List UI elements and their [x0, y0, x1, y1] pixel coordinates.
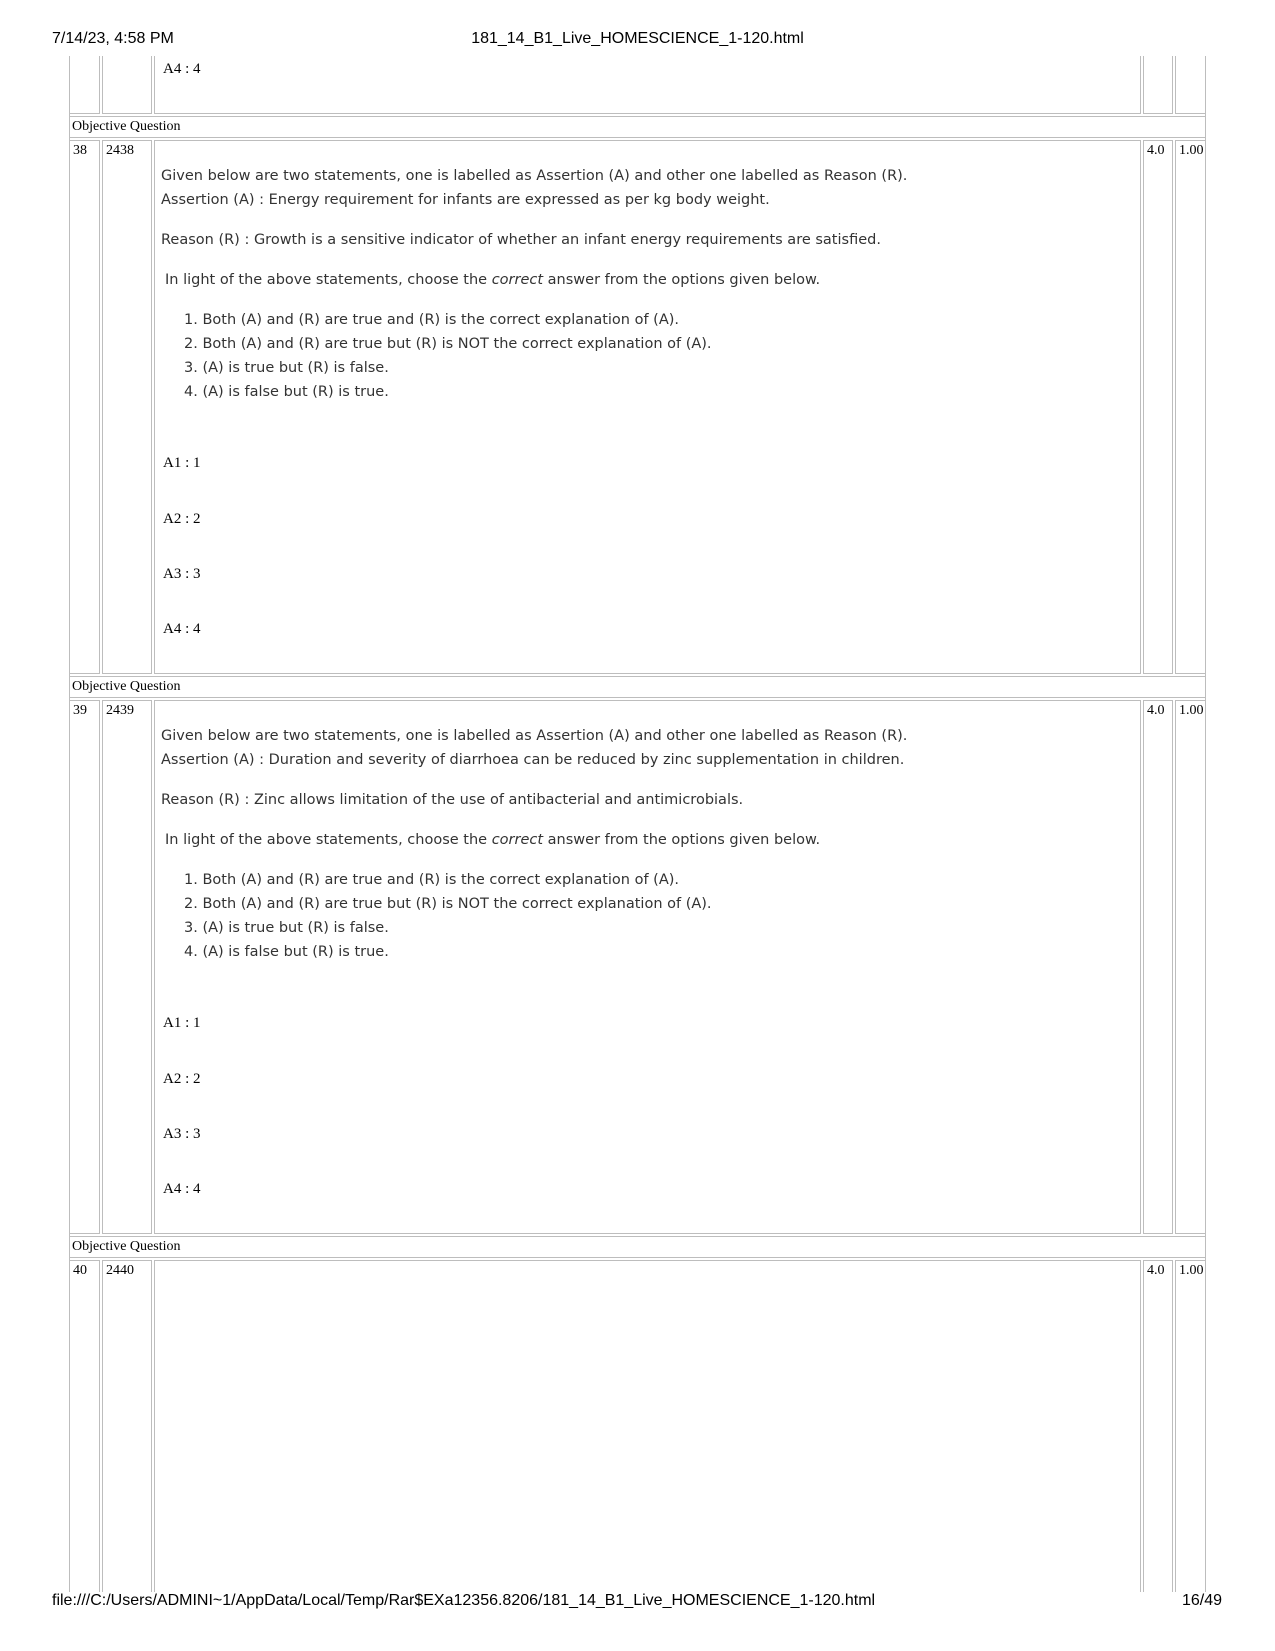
answer-option: A2 : 2	[163, 511, 201, 527]
option-list	[184, 868, 1084, 964]
question-number: 40	[69, 1260, 100, 1592]
option-item: 3. (A) is true but (R) is false.	[184, 360, 389, 376]
answer-option: A1 : 1	[163, 455, 201, 471]
fragment-marks-cell	[1143, 56, 1173, 114]
question-body	[154, 140, 1141, 674]
question-type-label: Objective Question	[69, 1236, 1206, 1258]
option-list	[184, 308, 1084, 404]
question-paper	[69, 56, 1206, 1592]
instruction-text-start: In light of the above statements, choose the	[165, 832, 492, 848]
print-datetime: 7/14/23, 4:58 PM	[52, 30, 174, 47]
option-item: 1. Both (A) and (R) are true and (R) is the correct explanation of (A).	[184, 872, 680, 888]
question-negative-marks: 1.00	[1175, 140, 1206, 674]
answer-option: A2 : 2	[163, 1071, 201, 1087]
question-id: 2439	[102, 700, 152, 1234]
instruction-text-end: answer from the options given below.	[543, 272, 821, 288]
print-header	[0, 30, 1275, 52]
option-item: 2. Both (A) and (R) are true but (R) is NOT the correct explanation of (A).	[184, 896, 712, 912]
previous-question-fragment	[69, 56, 1206, 114]
fragment-negative-cell	[1175, 56, 1206, 114]
question-negative-marks: 1.00	[1175, 1260, 1206, 1592]
question-body	[154, 700, 1141, 1234]
answer-option: A3 : 3	[163, 566, 201, 582]
print-title: 181_14_B1_Live_HOMESCIENCE_1-120.html	[471, 30, 804, 47]
instruction-emphasis: correct	[491, 832, 544, 848]
instruction-text-end: answer from the options given below.	[543, 832, 821, 848]
fragment-number-cell	[69, 56, 100, 114]
answer-option: A3 : 3	[163, 1126, 201, 1142]
print-footer	[0, 1592, 1275, 1614]
option-item: 1. Both (A) and (R) are true and (R) is the correct explanation of (A).	[184, 312, 680, 328]
answer-option: A4 : 4	[163, 61, 201, 77]
instruction-emphasis: correct	[491, 272, 544, 288]
instruction-text-start: In light of the above statements, choose the	[165, 272, 492, 288]
question-id: 2438	[102, 140, 152, 674]
option-item: 2. Both (A) and (R) are true but (R) is NOT the correct explanation of (A).	[184, 336, 712, 352]
question-assertion: Assertion (A) : Duration and severity of diarrhoea can be reduced by zinc supplementation in children.	[161, 752, 905, 768]
question-intro: Given below are two statements, one is labelled as Assertion (A) and other one labelled as Reason (R).	[161, 728, 908, 744]
question-marks: 4.0	[1143, 1260, 1173, 1592]
question-assertion: Assertion (A) : Energy requirement for infants are expressed as per kg body weight.	[161, 192, 770, 208]
question-reason: Reason (R) : Zinc allows limitation of the use of antibacterial and antimicrobials.	[161, 792, 744, 808]
question-id: 2440	[102, 1260, 152, 1592]
answer-option: A1 : 1	[163, 1015, 201, 1031]
question-row	[69, 700, 1206, 1234]
question-negative-marks: 1.00	[1175, 700, 1206, 1234]
question-number: 38	[69, 140, 100, 674]
question-type-label: Objective Question	[69, 116, 1206, 138]
fragment-id-cell	[102, 56, 152, 114]
question-marks: 4.0	[1143, 700, 1173, 1234]
question-row	[69, 1260, 1206, 1592]
question-intro: Given below are two statements, one is labelled as Assertion (A) and other one labelled as Reason (R).	[161, 168, 908, 184]
answer-option: A4 : 4	[163, 1181, 201, 1197]
question-reason: Reason (R) : Growth is a sensitive indicator of whether an infant energy requirements are satisfied.	[161, 232, 881, 248]
question-instruction	[165, 268, 1125, 292]
option-item: 4. (A) is false but (R) is true.	[184, 384, 389, 400]
question-row	[69, 140, 1206, 674]
answer-option: A4 : 4	[163, 621, 201, 637]
print-page-number: 16/49	[1181, 1592, 1222, 1609]
question-body	[154, 1260, 1141, 1592]
option-item: 3. (A) is true but (R) is false.	[184, 920, 389, 936]
question-instruction	[165, 828, 1125, 852]
question-number: 39	[69, 700, 100, 1234]
option-item: 4. (A) is false but (R) is true.	[184, 944, 389, 960]
print-file-path: file:///C:/Users/ADMINI~1/AppData/Local/Temp/Rar$EXa12356.8206/181_14_B1_Live_HOMESCIENCE_1-120.html	[52, 1592, 876, 1609]
fragment-body-cell	[154, 56, 1141, 114]
question-marks: 4.0	[1143, 140, 1173, 674]
question-type-label: Objective Question	[69, 676, 1206, 698]
